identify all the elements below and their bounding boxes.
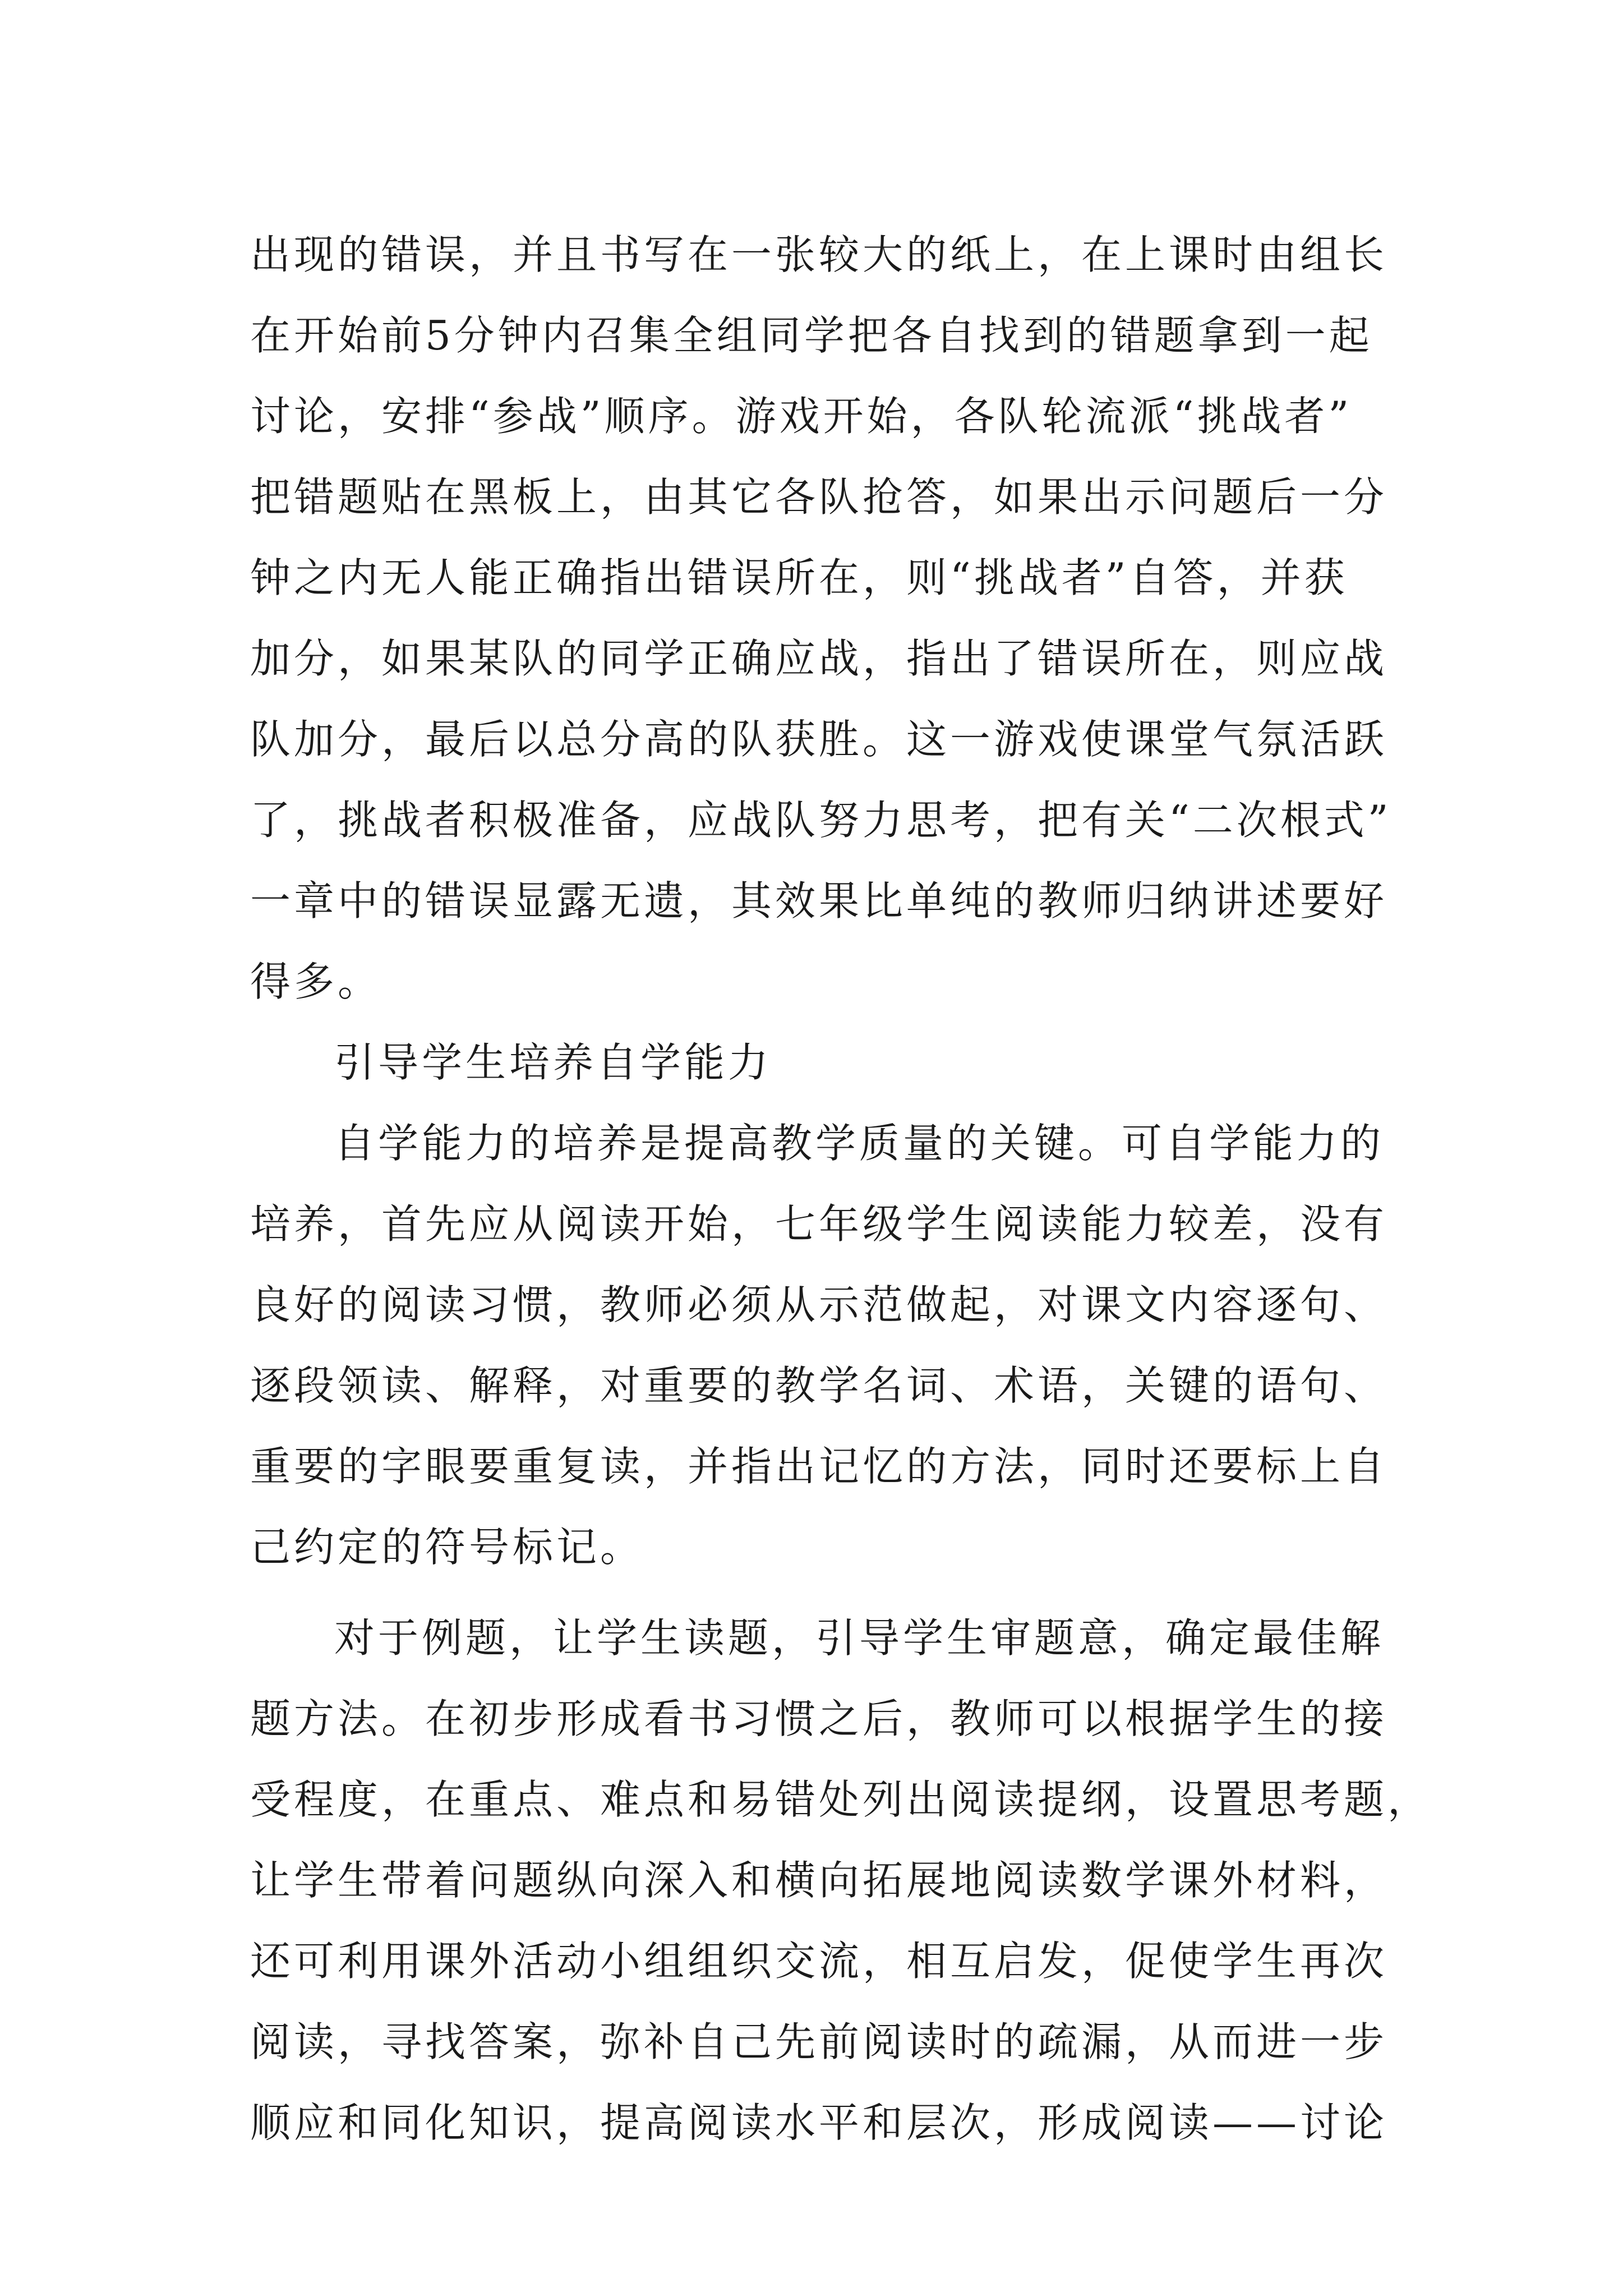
- paragraph-continuation: [250, 214, 1394, 1022]
- paragraph-self-study: [250, 1103, 1394, 1588]
- text-line: 自学能力的培养是提高教学质量的关键。可自学能力的: [334, 1120, 1385, 1167]
- text-line: 还可利用课外活动小组组织交流，相互启发，促使学生再次: [250, 1938, 1388, 1985]
- text-line: 逐段领读、解释，对重要的教学名词、术语，关键的语句、: [250, 1362, 1388, 1409]
- text-line: 讨论，安排“参战”顺序。游戏开始，各队轮流派“挑战者”: [250, 393, 1353, 440]
- paragraph-examples: [250, 1598, 1432, 2163]
- text-line: 对于例题，让学生读题，引导学生审题意，确定最佳解: [334, 1614, 1385, 1662]
- text-line: 受程度，在重点、难点和易错处列出阅读提纲，设置思考题，: [250, 1776, 1432, 1823]
- text-line: 加分，如果某队的同学正确应战，指出了错误所在，则应战: [250, 635, 1388, 682]
- text-line: 得多。: [250, 958, 382, 1005]
- text-line: 良好的阅读习惯，教师必须从示范做起，对课文内容逐句、: [250, 1281, 1388, 1328]
- section-heading-text: 引导学生培养自学能力: [334, 1039, 772, 1086]
- text-line: 在开始前5分钟内召集全组同学把各自找到的错题拿到一起: [250, 312, 1373, 359]
- text-line: 题方法。在初步形成看书习惯之后，教师可以根据学生的接: [250, 1695, 1388, 1742]
- text-line: 出现的错误，并且书写在一张较大的纸上，在上课时由组长: [250, 231, 1388, 278]
- text-line: 培养，首先应从阅读开始，七年级学生阅读能力较差，没有: [250, 1200, 1388, 1248]
- section-heading: [250, 1022, 1394, 1103]
- text-line: 钟之内无人能正确指出错误所在，则“挑战者”自答，并获: [250, 554, 1348, 601]
- text-line: 让学生带着问题纵向深入和横向拓展地阅读数学课外材料，: [250, 1857, 1388, 1904]
- text-line: 顺应和同化知识，提高阅读水平和层次，形成阅读——讨论: [250, 2099, 1388, 2146]
- text-line: 己约定的符号标记。: [250, 1524, 644, 1571]
- text-line: 一章中的错误显露无遗，其效果比单纯的教师归纳讲述要好: [250, 877, 1388, 924]
- text-line: 把错题贴在黑板上，由其它各队抢答，如果出示问题后一分: [250, 473, 1388, 521]
- text-line: 重要的字眼要重复读，并指出记忆的方法，同时还要标上自: [250, 1443, 1388, 1490]
- text-line: 阅读，寻找答案，弥补自己先前阅读时的疏漏，从而进一步: [250, 2018, 1388, 2065]
- text-line: 了，挑战者积极准备，应战队努力思考，把有关“二次根式”: [250, 797, 1392, 844]
- text-line: 队加分，最后以总分高的队获胜。这一游戏使课堂气氛活跃: [250, 716, 1388, 763]
- document-body: [250, 214, 1432, 2163]
